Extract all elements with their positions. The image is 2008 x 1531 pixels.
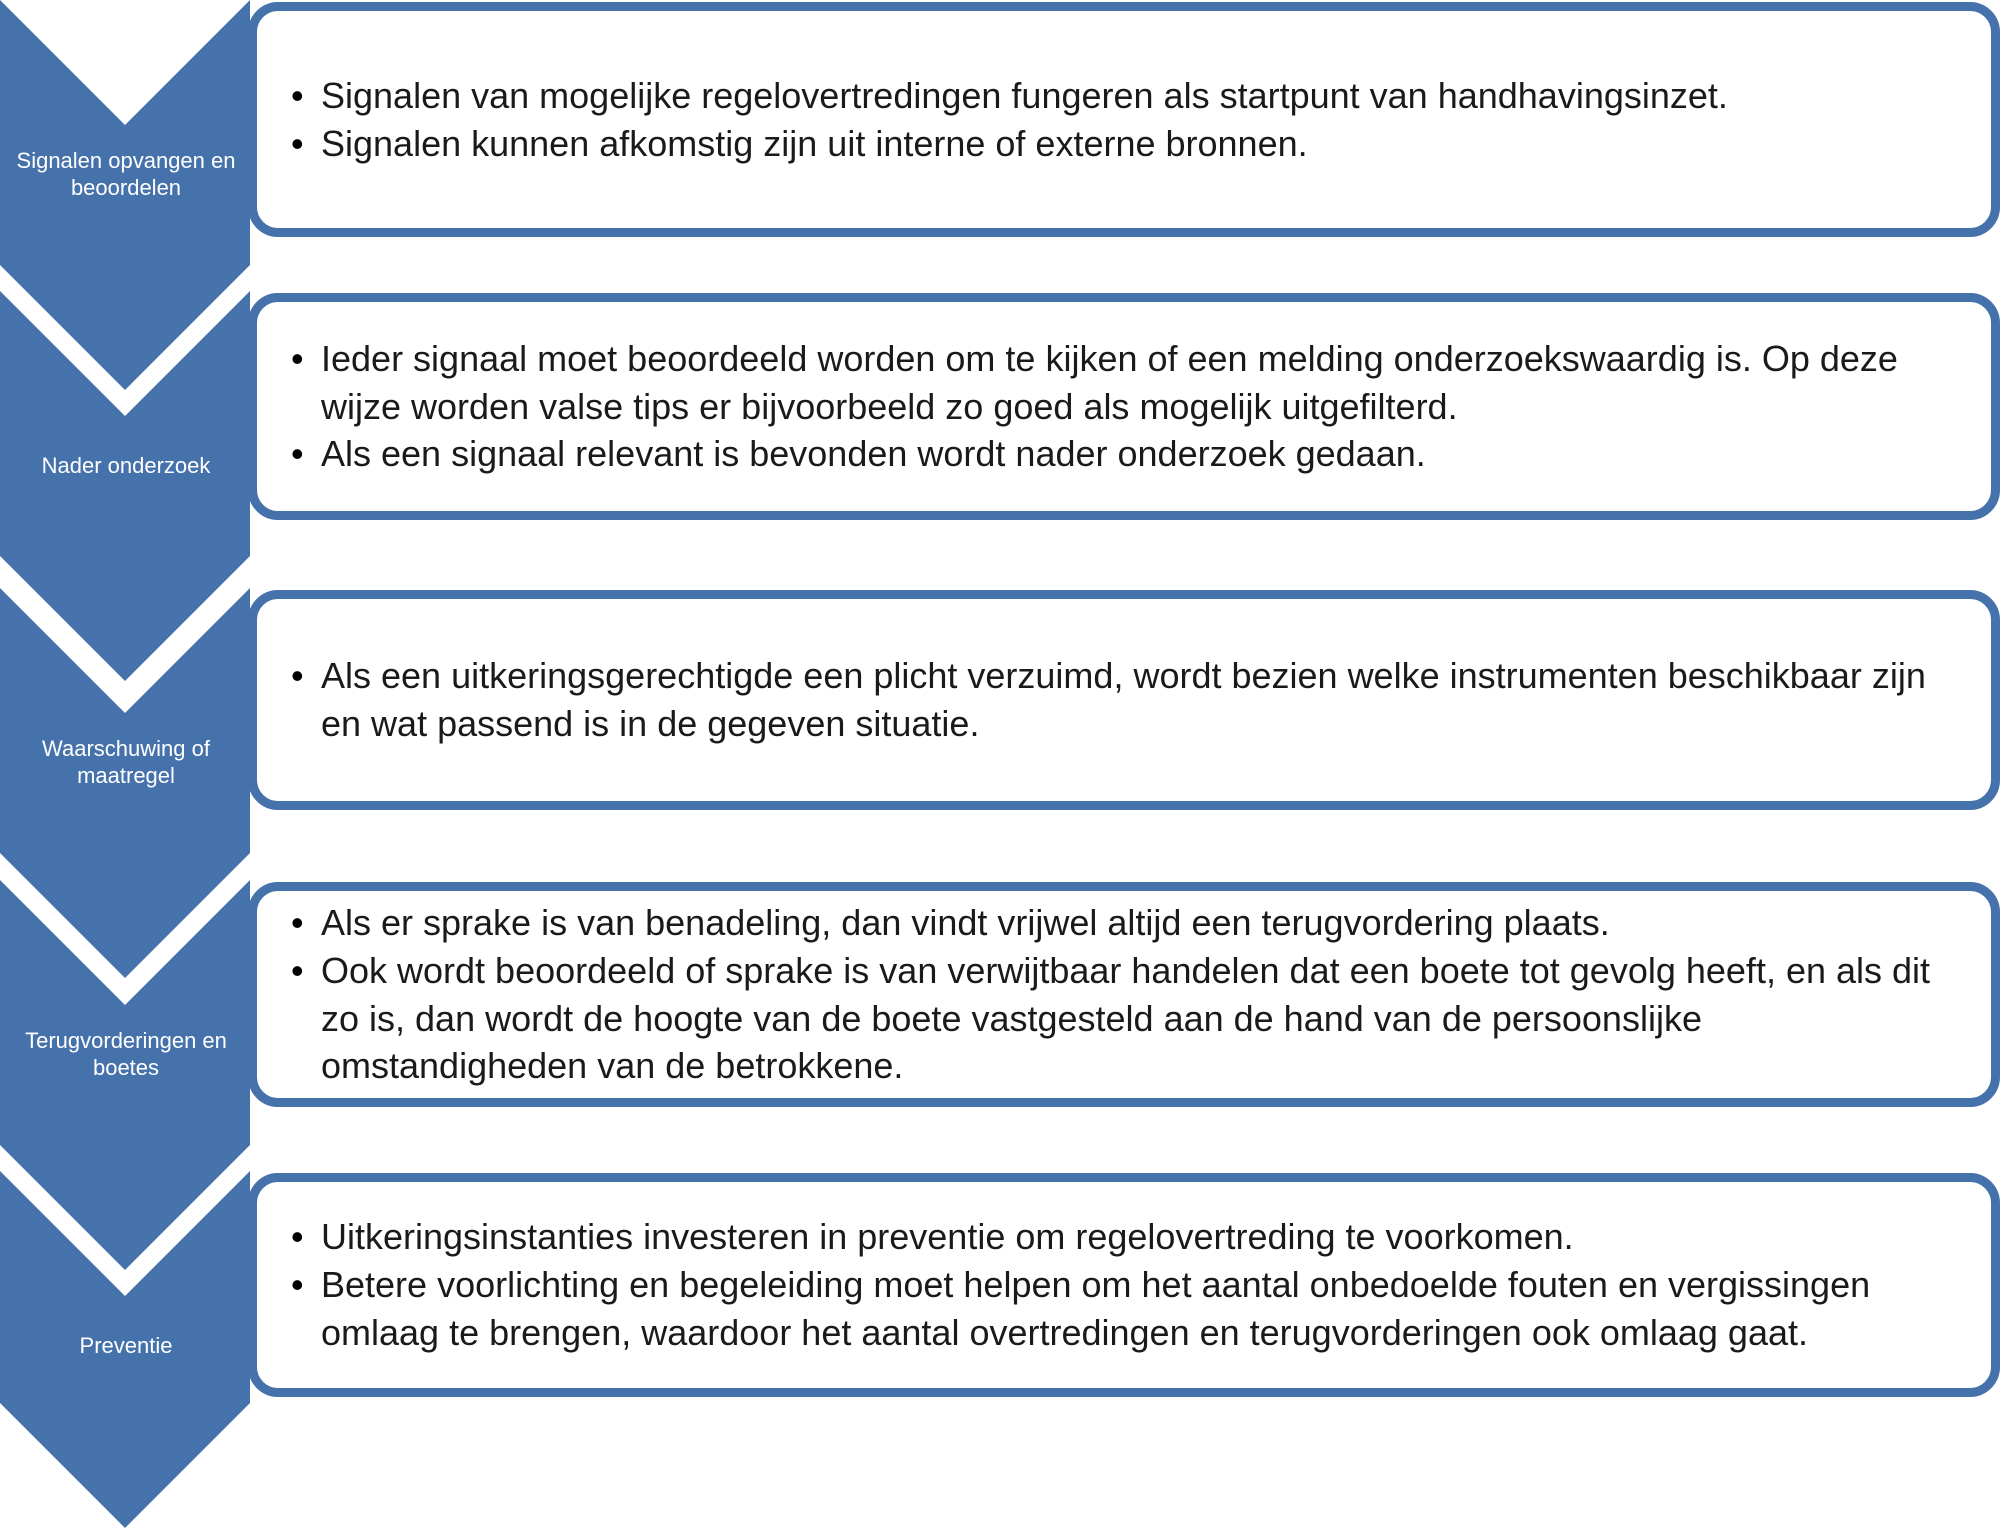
chevron-label: Preventie (79, 1332, 173, 1358)
bullet-item (291, 1213, 1935, 1261)
bullet-text: Als een signaal relevant is bevonden wordt nader onderzoek gedaan. (321, 433, 1426, 475)
bullet-text: Ieder signaal moet beoordeeld worden om te kijken of een melding onderzoekswaardig is. Op deze wijze worden valse tips er bijvoorbeeld zo goed als mogelijk uitgefilterd. (321, 337, 1898, 427)
bullet-item (291, 899, 1935, 947)
chevron-label: Waarschuwing of maatregel (42, 736, 210, 788)
bullet-icon: • (291, 433, 304, 475)
bullet-icon: • (291, 74, 304, 116)
step-box (248, 2, 2000, 237)
bullet-text: Betere voorlichting en begeleiding moet helpen om het aantal onbedoelde fouten en vergissingen omlaag te brengen, waardoor het aantal overtredingen en terugvorderingen ook omlaag gaat. (321, 1264, 1871, 1353)
bullet-text: Als een uitkeringsgerechtigde een plicht verzuimd, wordt bezien welke instrumenten beschikbaar zijn en wat passend is in de gegeven situatie. (321, 655, 1926, 744)
chevron-label: Signalen opvangen en beoordelen (16, 148, 236, 200)
bullet-item (291, 72, 1935, 120)
bullet-item (291, 947, 1935, 1091)
bullet-icon: • (291, 1216, 304, 1258)
bullet-text: Uitkeringsinstanties investeren in preventie om regelovertreding te voorkomen. (321, 1216, 1574, 1258)
step-box (248, 882, 2000, 1107)
bullet-text: Signalen van mogelijke regelovertredingen fungeren als startpunt van handhavingsinzet. (321, 74, 1728, 116)
bullet-text: Signalen kunnen afkomstig zijn uit interne of externe bronnen. (321, 122, 1308, 164)
bullet-icon: • (291, 122, 304, 164)
chevron-label: Terugvorderingen en boetes (25, 1028, 227, 1080)
step-box (248, 1173, 2000, 1397)
bullet-icon: • (291, 655, 304, 697)
bullet-item (291, 120, 1935, 168)
bullet-item (291, 335, 1935, 431)
step-box (248, 293, 2000, 520)
bullet-icon: • (291, 901, 304, 943)
bullet-icon: • (291, 949, 304, 991)
bullet-icon: • (291, 337, 304, 379)
bullet-item (291, 430, 1935, 478)
bullet-icon: • (291, 1264, 304, 1306)
bullet-text: Als er sprake is van benadeling, dan vindt vrijwel altijd een terugvordering plaats. (321, 901, 1610, 943)
bullet-text: Ook wordt beoordeeld of sprake is van verwijtbaar handelen dat een boete tot gevolg heeft, en als dit zo is, dan wordt de hoogte van de boete vastgesteld aan de hand van de persoonslijke omstandigheden van de betrokkene. (321, 949, 1931, 1087)
bullet-item (291, 1261, 1935, 1357)
bullet-item (291, 652, 1935, 748)
step-box (248, 590, 2000, 810)
chevron-label: Nader onderzoek (41, 452, 211, 478)
